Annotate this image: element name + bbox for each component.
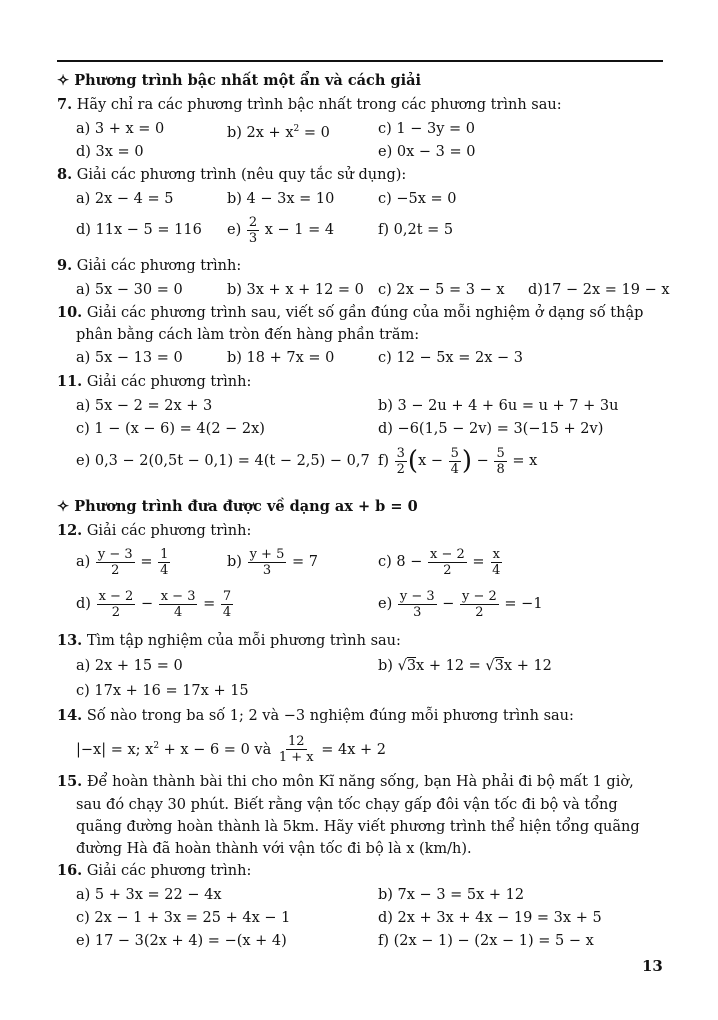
- diamond-icon: ✧: [57, 498, 70, 515]
- problem-text: Hãy chỉ ra các phương trình bậc nhất trong các phương trình sau:: [76, 97, 562, 113]
- problem-13-c: c) 17x + 16 = 17x + 15: [76, 683, 249, 699]
- problem-8-statement: [57, 166, 406, 184]
- problem-9-c: c) 2x − 5 = 3 − x: [378, 282, 505, 298]
- problem-number: 12.: [57, 522, 83, 539]
- problem-14-equations: |−x| = x; $x^2 + x - 6 = 0$ và $\frac{12}{1 + x}$ = 4x + 2: [76, 734, 386, 766]
- problem-15-statement: [57, 773, 634, 791]
- problem-14-statement: [57, 707, 574, 725]
- problem-13-b: b) √3x + 12 = √3x + 12: [378, 658, 552, 674]
- section-title: Phương trình đưa được về dạng ax + b = 0: [74, 498, 418, 515]
- problem-8-c: c) −5x = 0: [378, 191, 457, 207]
- problem-16-statement: [57, 862, 251, 880]
- problem-text: Giải các phương trình:: [86, 523, 252, 539]
- problem-12-e: e) $\frac{y - 3}{3}$ − $\frac{y - 2}{2}$ = −1: [378, 588, 543, 620]
- problem-text: Để hoàn thành bài thi cho môn Kĩ năng sống, bạn Hà phải đi bộ mất 1 giờ,: [86, 774, 634, 790]
- problem-text: Giải các phương trình:: [86, 374, 252, 390]
- diamond-icon: ✧: [57, 72, 70, 89]
- problem-7-e: e) 0x − 3 = 0: [378, 144, 476, 160]
- problem-8-e: e) $\frac{2}{3}$ x − 1 = 4: [227, 214, 335, 246]
- problem-10-a: a) 5x − 13 = 0: [76, 350, 183, 366]
- problem-number: 15.: [57, 773, 83, 790]
- problem-10-b: b) 18 + 7x = 0: [227, 350, 335, 366]
- problem-11-e: e) 0,3 − 2(0,5t − 0,1) = 4(t − 2,5) − 0,7: [76, 453, 370, 469]
- problem-15-text-3: quãng đường hoàn thành là 5km. Hãy viết phương trình thể hiện tổng quãng: [76, 819, 640, 835]
- problem-8-d: d) 11x − 5 = 116: [76, 222, 202, 238]
- problem-10-text-cont: phân bằng cách làm tròn đến hàng phần trăm:: [76, 327, 420, 343]
- problem-16-c: c) 2x − 1 + 3x = 25 + 4x − 1: [76, 910, 291, 926]
- problem-16-f: f) (2x − 1) − (2x − 1) = 5 − x: [378, 933, 594, 949]
- problem-7-d: d) 3x = 0: [76, 144, 144, 160]
- problem-7-c: c) 1 − 3y = 0: [378, 121, 475, 137]
- problem-13-statement: [57, 632, 401, 650]
- problem-9-b: b) 3x + x + 12 = 0: [227, 282, 364, 298]
- problem-9-a: a) 5x − 30 = 0: [76, 282, 183, 298]
- fraction: $\frac{2}{3}$: [248, 214, 258, 246]
- problem-12-d: d) $\frac{x - 2}{2}$ − $\frac{x - 3}{4}$ = $\frac{7}{4}$: [76, 588, 232, 620]
- problem-text: Giải các phương trình (nêu quy tắc sử dụng):: [76, 167, 407, 183]
- problem-11-a: a) 5x − 2 = 2x + 3: [76, 398, 213, 414]
- problem-15-text-4: đường Hà đã hoàn thành với vận tốc đi bộ là x (km/h).: [76, 841, 472, 857]
- problem-text: Tìm tập nghiệm của mỗi phương trình sau:: [86, 633, 401, 649]
- section-heading-2: [57, 498, 418, 516]
- problem-10-statement: [57, 304, 643, 322]
- problem-text: Giải các phương trình sau, viết số gần đúng của mỗi nghiệm ở dạng số thập: [86, 305, 644, 321]
- problem-number: 7.: [57, 96, 73, 113]
- problem-8-f: f) 0,2t = 5: [378, 222, 454, 238]
- problem-7-b: b) $2x + x^2 = 0$: [227, 124, 330, 141]
- problem-number: 13.: [57, 632, 83, 649]
- section-heading-1: [57, 72, 421, 90]
- problem-16-d: d) 2x + 3x + 4x − 19 = 3x + 5: [378, 910, 602, 926]
- page-number: 13: [642, 957, 663, 975]
- problem-number: 9.: [57, 257, 73, 274]
- problem-text: Giải các phương trình:: [86, 863, 252, 879]
- problem-number: 14.: [57, 707, 83, 724]
- problem-number: 8.: [57, 166, 73, 183]
- problem-7-a: a) 3 + x = 0: [76, 121, 165, 137]
- problem-16-e: e) 17 − 3(2x + 4) = −(x + 4): [76, 933, 287, 949]
- problem-12-a: a) $\frac{y - 3}{2}$ = $\frac{1}{4}$: [76, 546, 169, 578]
- problem-12-b: b) $\frac{y + 5}{3}$ = 7: [227, 546, 318, 578]
- problem-number: 11.: [57, 373, 83, 390]
- problem-text: Giải các phương trình:: [76, 258, 242, 274]
- problem-11-c: c) 1 − (x − 6) = 4(2 − 2x): [76, 421, 265, 437]
- problem-16-a: a) 5 + 3x = 22 − 4x: [76, 887, 222, 903]
- problem-12-c: c) 8 − $\frac{x - 2}{2}$ = $\frac{x}{4}$: [378, 546, 501, 578]
- problem-11-d: d) −6(1,5 − 2v) = 3(−15 + 2v): [378, 421, 604, 437]
- problem-number: 16.: [57, 862, 83, 879]
- problem-11-b: b) 3 − 2u + 4 + 6u = u + 7 + 3u: [378, 398, 619, 414]
- problem-11-f: f) $\frac{3}{2}$ (x − $\frac{5}{4}$ ) − $\frac{5}{8}$ = x: [378, 445, 538, 477]
- problem-10-c: c) 12 − 5x = 2x − 3: [378, 350, 523, 366]
- problem-11-statement: [57, 373, 251, 391]
- section-title: Phương trình bậc nhất một ẩn và cách giải: [74, 72, 422, 89]
- problem-13-a: a) 2x + 15 = 0: [76, 658, 183, 674]
- header-rule: [57, 60, 663, 62]
- problem-text: Số nào trong ba số 1; 2 và −3 nghiệm đúng mỗi phương trình sau:: [86, 708, 574, 724]
- problem-8-b: b) 4 − 3x = 10: [227, 191, 335, 207]
- problem-7-statement: [57, 96, 562, 114]
- problem-number: 10.: [57, 304, 83, 321]
- problem-9-statement: [57, 257, 241, 275]
- problem-12-statement: [57, 522, 251, 540]
- problem-8-a: a) 2x − 4 = 5: [76, 191, 174, 207]
- problem-15-text-2: sau đó chạy 30 phút. Biết rằng vận tốc chạy gấp đôi vận tốc đi bộ và tổng: [76, 797, 618, 813]
- problem-16-b: b) 7x − 3 = 5x + 12: [378, 887, 525, 903]
- problem-9-d: d)17 − 2x = 19 − x: [528, 282, 670, 298]
